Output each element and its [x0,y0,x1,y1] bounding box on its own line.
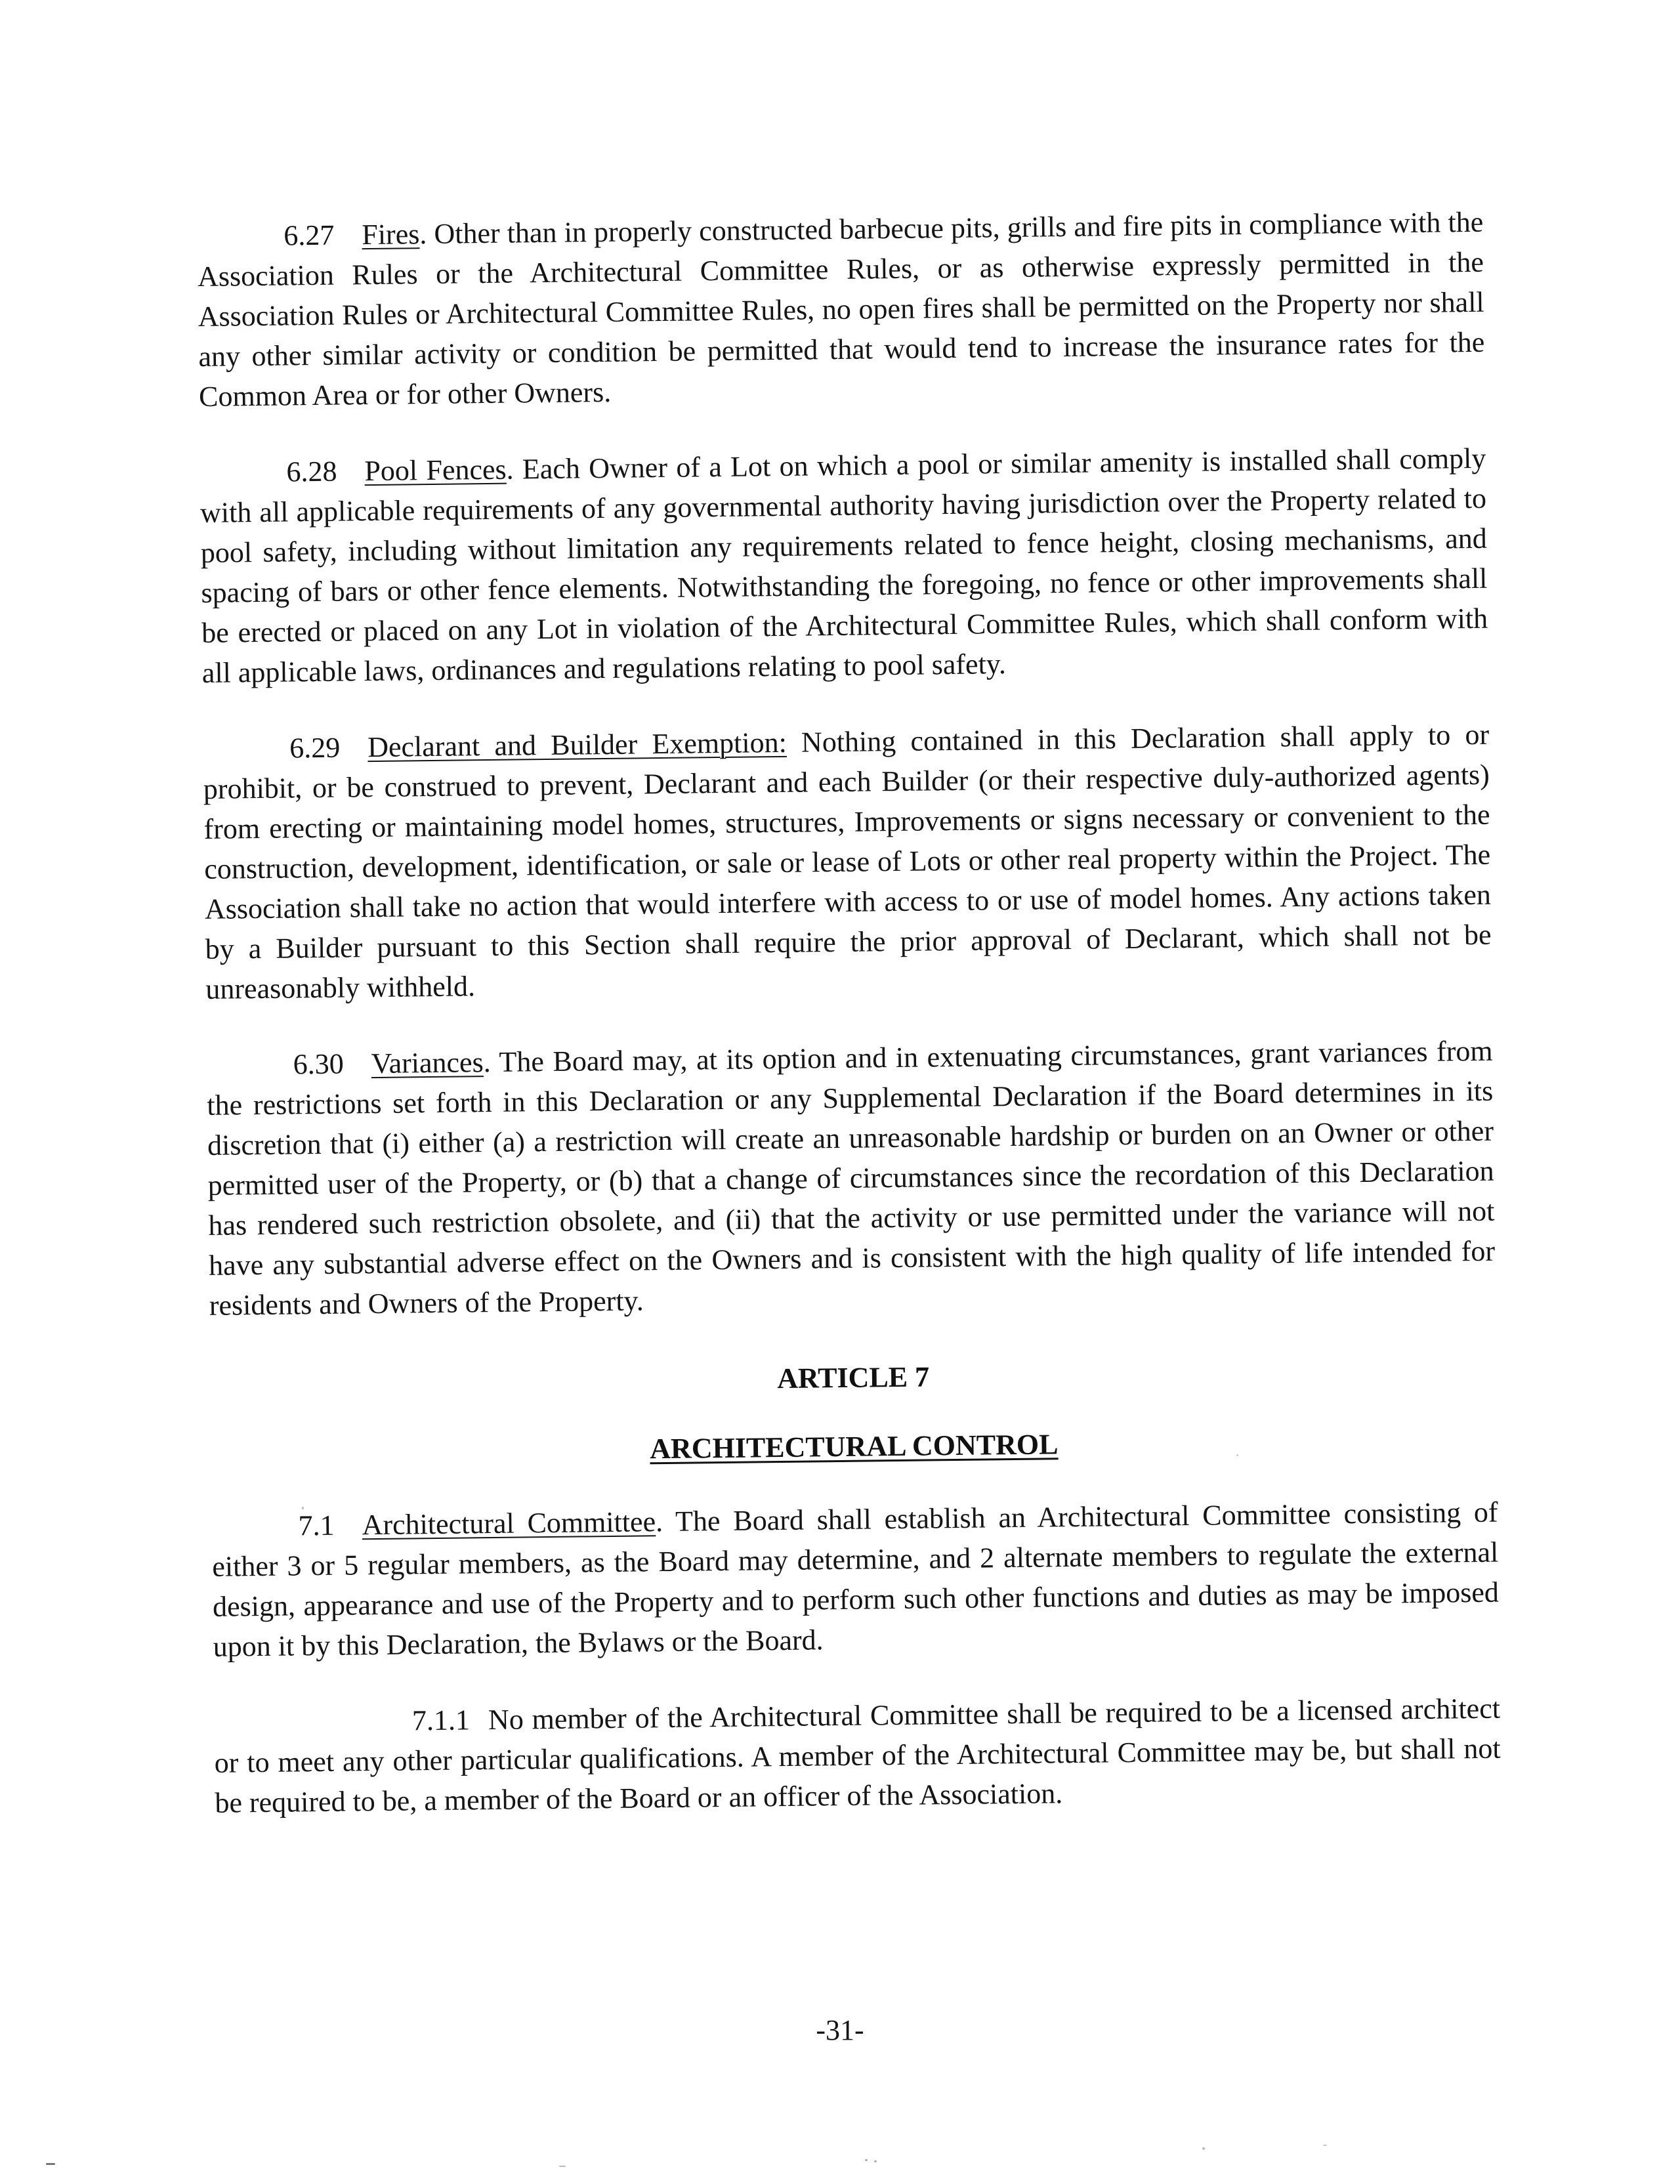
section-title-separator: . [483,1046,491,1079]
page-number: -31- [816,2014,864,2046]
section-7-1 [211,1492,1500,1667]
section-title: Variances [371,1046,484,1080]
scan-speck [865,2159,868,2161]
subsection-number: 7.1.1 [411,1704,471,1737]
scan-speck [302,1507,304,1509]
section-number: 6.29 [289,731,341,765]
scan-speck [1202,2147,1205,2150]
scan-speck [1323,2145,1327,2146]
section-6-27 [197,202,1485,417]
article-title [211,1419,1498,1474]
section-title: Declarant and Builder Exemption: [367,726,788,764]
section-number: 6.27 [284,219,335,252]
subsection-body: No member of the Architectural Committee shall be required to be a licensed architect or to meet any other particular qualifications. A member of the Architectural Committee may be, but shall not be required to be, a member of the Board or an officer of the Association. [214,1692,1501,1819]
section-6-28 [200,438,1488,693]
section-body: The Board shall establish an Architectural Committee consisting of either 3 or 5 regular members, as the Board may determine, and 2 alternate members to regulate the external design, appearance and use of the Property and to perform such other functions and duties as may be imposed upon it by this Declaration, the Bylaws or the Board. [212,1496,1500,1663]
section-6-29 [203,715,1492,1009]
scan-speck [874,2160,877,2162]
section-title: Fires [362,218,420,251]
section-title-separator: . [506,453,514,486]
section-body: Other than in properly constructed barbecue pits, grills and fire pits in compliance with the Association Rules or the Architectural Committee Rules, or as otherwise expressly permitted in the Association Rules or Architectural Committee Rules, no open fires shall be permitted on the Property nor shall any other similar activity or condition be permitted that would tend to increase the insurance rates for the Common Area or for other Owners. [197,205,1485,413]
section-number: 6.28 [286,455,337,488]
page-content [197,202,1502,1859]
section-7-1-1 [214,1689,1502,1823]
section-title: Pool Fences [364,453,507,488]
scan-speck [46,2163,55,2165]
section-title-separator: . [419,218,427,251]
section-body: The Board may, at its option and in extenuating circumstances, grant variances from the restrictions set forth in this Declaration or any Supplemental Declaration if the Board determines in its discretion that (i) either (a) a restriction will create an unreasonable hardship or burden on an Owner or other permitted user of the Property, or (b) that a change of circumstances since the recordation of this Declaration has rendered such restriction obsolete, and (ii) that the activity or use permitted under the variance will not have any substantial adverse effect on the Owners and is consistent with the high quality of life intended for residents and Owners of the Property. [207,1034,1496,1322]
section-body: Each Owner of a Lot on which a pool or similar amenity is installed shall comply with all applicable requirements of any governmental authority having jurisdiction over the Property related to pool safety, including without limitation any requirements related to fence height, closing mechanisms, and spacing of bars or other fence elements. Notwithstanding the foregoing, no fence or other improvements shall be erected or placed on any Lot in violation of the Architectural Committee Rules, which shall conform with all applicable laws, ordinances and regulations relating to pool safety. [200,442,1488,689]
section-body: Nothing contained in this Declaration shall apply to or prohibit, or be construed to prevent, Declarant and each Builder (or their respective duly-authorized agents) from erecting or maintaining model homes, structures, Improvements or signs necessary or convenient to the construction, development, identification, or sale or lease of Lots or other real property within the Project. The Association shall take no action that would interfere with access to or use of model homes. Any actions taken by a Builder pursuant to this Section shall require the prior approval of Declarant, which shall not be unreasonably withheld. [203,718,1492,1005]
article-title-text: ARCHITECTURAL CONTROL [649,1428,1059,1465]
section-title-separator: . [655,1505,663,1538]
section-number: 6.30 [293,1047,344,1081]
scan-speck [1236,1454,1238,1456]
section-6-30 [206,1031,1496,1326]
section-title: Architectural Committee [362,1505,656,1542]
scan-speck [559,2166,566,2167]
section-number: 7.1 [298,1509,335,1542]
article-heading: ARTICLE 7 [776,1360,930,1395]
